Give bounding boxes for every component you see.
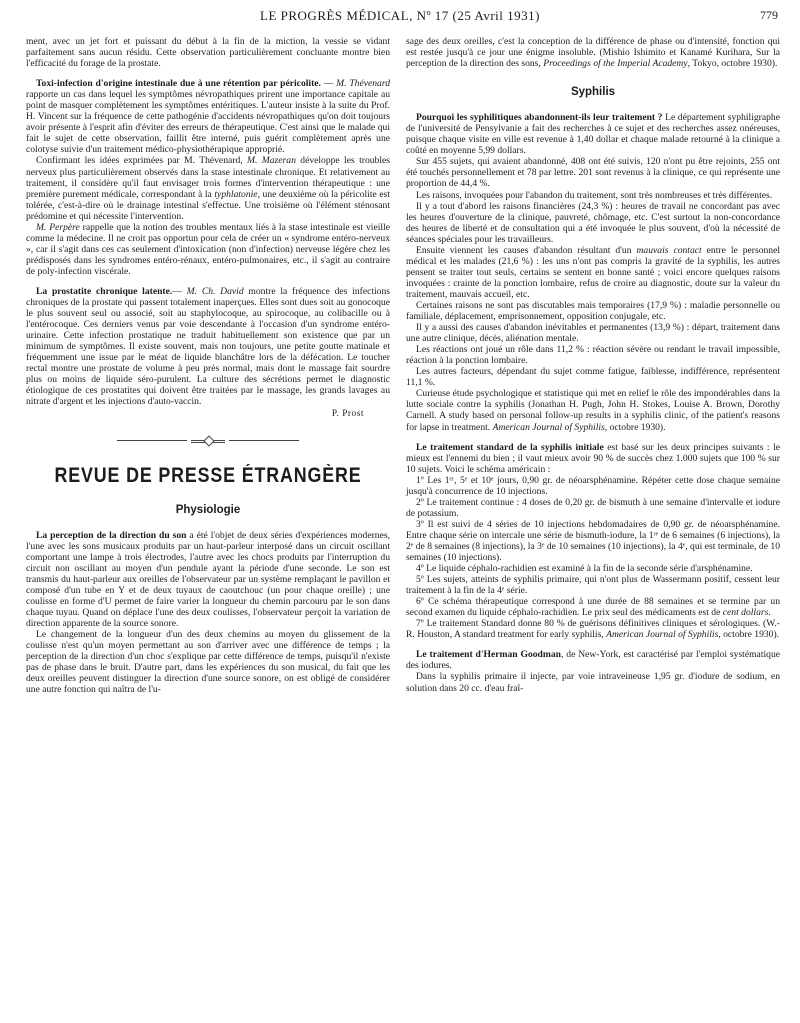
list-item: 3º Il est suivi de 4 séries de 10 injections hebdomadaires de 0,90 gr. de néoarsphénamine. Entre chaque série on intercale une série de bismuth-iodure, la 1ʳᵉ de 6 semaines (6 injections), la 2ᵉ de 8 semaines (8 injections), la 3ᵉ de 10 semaines (10 injections), la 4ᵉ, qui est terminale, de 10 semaines (10 injections). (406, 518, 780, 564)
subsection-title: Physiologie (175, 503, 241, 516)
ornament-divider (26, 438, 390, 444)
paragraph: Les autres facteurs, dépendant du sujet comme fatigue, faiblesse, indifférence, représentent 11,1 %. (406, 366, 780, 389)
abstract-goodman: Le traitement d'Herman Goodman, de New-York, est caractérisé par l'emploi systématique des iodures. (406, 649, 780, 672)
paragraph: Les réactions ont joué un rôle dans 11,2 % : réaction sévère ou rendant le travail impossible, réaction à la ponction lombaire. (406, 344, 780, 367)
abstract-traitement-standard: Le traitement standard de la syphilis initiale est basé sur les deux principes suivants : le mieux est l'ennemi du bien ; il vaut mieux avoir 90 % de succès chez 1.000 sujets que 100 % sur 10 sujets. Voici le schéma américain : (406, 441, 780, 475)
paragraph: Curieuse étude psychologique et statistique qui met en relief le rôle des impondérables dans la lutte sociale contre la syphilis (Jonathan H. Pugh, John H. Stokes, Louise A. Brown, Dorothy Carnell. A study based on personal follow-up results in a syphilis clinic, of the patient's reasons for lapse in treatment. American Journal of Syphilis, octobre 1930). (406, 388, 780, 433)
article-title: Toxi-infection d'origine intestinale due à une rétention par péricolite. (36, 78, 321, 90)
paragraph: Ensuite viennent les causes d'abandon résultant d'un mauvais contact entre le personnel médical et les malades (21,6 %) : les uns n'ont pas compris la gravité de la syphilis, les autres pensent se traiter tout seuls, certains se sentent en bonne santé ; voici encore quelques raisons invoquées : crainte de la ponction lombaire, refus de croire au diagnostic, doute sur la valeur du traitement, mauvais accueil, etc. (406, 244, 781, 300)
page-number: 779 (760, 8, 778, 22)
abstract-prostatite: La prostatite chronique latente.— M. Ch. David montre la fréquence des infections chroniques de la prostate qui passent totalement inaperçues. Elles sont dues soit au gonocoque le plus souvent seul ou associé, soit au staphylocoque, au spirocoque, au colibacille ou à l'entérocoque. Ces derniers venus par voie descendante à l'occasion d'un syndrome entéro-urinaire. Cette infection prostatique ne traduit habituellement son existence que par un minimum de symptômes. Il existe souvent, mais non toujours, une petite goutte matinale et fréquemment une issue par le méat de liquide blanchâtre lors de la défécation. Le toucher rectal montre une prostate de volume à peu près normal, mais dont le massage fait sourdre plus ou moins de liquide séro-purulent. La culture des sécrétions permet le diagnostic étiologique de ces prostatites qui doivent être traitées par le massage, les grands lavages au nitrate d'argent et les injections d'auto-vaccin. (26, 285, 391, 408)
list-item: 2º Le traitement continue : 4 doses de 0,20 gr. de bismuth à une semaine d'intervalle et iodure de potassium. (406, 496, 780, 519)
article-title: Le traitement standard de la syphilis initiale (416, 441, 604, 453)
abstract-abandon-traitement: Pourquoi les syphilitiques abandonnent-ils leur traitement ? Le département syphiligraphe de l'université de Pensylvanie a fait des recherches à ce sujet et des recherches assez onéreuses, puisque chaque visite en ville est revenue à 1,40 dollar et chaque malade retourné à la clinique a coûté en moyenne 5,99 dollars. (406, 112, 780, 157)
author: M. Mazeran (247, 155, 296, 167)
list-item: 5º Les sujets, atteints de syphilis primaire, qui n'ont plus de Wassermann positif, cessent leur traitement à la fin de la 4ᵉ série. (406, 574, 780, 597)
paragraph: Les raisons, invoquées pour l'abandon du traitement, sont très nombreuses et très différentes. (416, 189, 773, 201)
signature: P. Prost (331, 408, 364, 419)
paragraph: sage des deux oreilles, c'est la conception de la différence de phase ou d'intensité, fonction qui est restée jusqu'à ce jour une énigme insoluble. (Mishio Ishimito et Kanamé Kurihara, Sur la perception de la direction des sons, Proceedings of the Imperial Academy, Tokyo, octobre 1930). (406, 36, 780, 70)
abstract-perception: La perception de la direction du son a été l'objet de deux séries d'expériences modernes, l'une avec les sons musicaux produits par un haut-parleur interposé dans un circuit oscillant comportant une lampe à trois électrodes, l'autre avec les chocs produits par l'interruption du circuit non oscillant au moyen d'un pendule ayant la période d'une seconde. Le son est transmis du haut-parleur aux oreilles de l'observateur par un système remplaçant le pavillon et composé d'un tube en Y et de deux tuyaux de caoutchouc (un pour chaque oreille) ; une coulisse en forme d'U permet de faire varier la longueur du chemin parcouru par le son dans chaque tuyau. Quand on déplace l'une des deux coulisses, l'observateur perçoit la variation de direction apparente de la source sonore. (26, 529, 390, 630)
article-title: Pourquoi les syphilitiques abandonnent-ils leur traitement ? (416, 112, 663, 124)
journal-title: LE PROGRÈS MÉDICAL, Nº 17 (25 Avril 1931) (260, 8, 540, 23)
abstract-toxi-infection: Toxi-infection d'origine intestinale due à une rétention par péricolite. — M. Thévenard rapporte un cas dans lequel les symptômes névropathiques prirent une importance capitale au point de masquer complètement les symptômes entéritiques. L'auteur insiste à la suite du Prof. H. Vincent sur la fréquence de cette pathogénie d'accidents névropathiques qu'on doit toujours avoir présente à l'esprit afin d'éviter des erreurs de thérapeutique. C'est ainsi que le malade qui fait le sujet de cette observation, faillit être interné, puis guérit complètement après une colotyse suivie d'un traitement médico-physiothérapique approprié. (26, 78, 390, 156)
section-title: REVUE DE PRESSE ÉTRANGÈRE (54, 463, 362, 487)
running-head (0, 8, 800, 26)
subsection-title: Syphilis (570, 86, 616, 99)
article-title: La perception de la direction du son (36, 529, 187, 541)
source-citation: American Journal of Syphilis (606, 629, 719, 641)
paragraph: Sur 455 sujets, qui avaient abandonné, 408 ont été suivis, 120 n'ont pu être rejoints, 255 ont été touchés personnellement et 78 par lettre. 201 sont revenus à la clinique, ce qui représente une proportion de 44,4 %. (406, 156, 780, 190)
author: M. Thévenard (336, 78, 390, 90)
list-item: 4º Le liquide céphalo-rachidien est examiné à la fin de la seconde série d'arsphénamine. (416, 563, 753, 575)
paragraph-text: rapporte un cas dans lequel les symptômes névropathiques prirent une importance capitale au point de masquer complètement les symptômes entéritiques. L'auteur insiste à la suite du Prof. H. Vincent sur la fréquence de cette pathogénie d'accidents névropathiques qu'on doit toujours avoir présente à l'esprit afin d'éviter des erreurs de thérapeutique. C'est ainsi que le malade qui fait le sujet de cette observation, faillit être interné, puis guérit complètement après une colotyse suivie d'un traitement médico-physiothérapique approprié. (26, 89, 390, 156)
author: M. Ch. David (186, 285, 244, 297)
list-item: 1º Les 1ᵉʳ, 5ᵉ et 10ᵉ jours, 0,90 gr. de néoarsphénamine. Répéter cette dose chaque semaine jusqu'à concurrence de 10 injections. (406, 474, 780, 497)
paragraph: Certaines raisons ne sont pas discutables mais temporaires (17,9 %) : maladie personnelle ou familiale, déplacement, emprisonnement, opposition conjugale, etc. (406, 299, 780, 323)
source-citation: Proceedings of the Imperial Academy (543, 58, 688, 70)
article-title: Le traitement d'Herman Goodman (416, 649, 562, 661)
source-citation: American Journal of Syphilis (492, 421, 605, 433)
paragraph: Le changement de la longueur d'un des deux chemins au moyen du glissement de la coulisse n'est qu'un moyen permettant au son d'arriver avec une différence de temps ; la perception de la direction d'un choc s'explique par cette différence de temps, puisqu'il n'existe pas de phase dans le bruit. D'autre part, dans les expériences du son musical, du fait que les deux oreilles peuvent distinguer la direction d'une source sonore, on est obligé de considérer une autre fonction qui naîtra de l'u- (26, 629, 390, 696)
list-item: 6º Ce schéma thérapeutique correspond à une durée de 88 semaines et se termine par un second examen du liquide céphalo-rachidien. Le prix seul des médicaments est de cent dollars. (406, 596, 780, 619)
paragraph: M. Perpère rappelle que la notion des troubles mentaux liés à la stase intestinale est vieille comme la médecine. Il ne croit pas opportun pour cela de créer un « syndrome entéro-nerveux », car il s'agit dans ces cas seulement d'intoxication (non d'infection) nerveuse légère chez les prédisposés dans les syndromes entéro-rénaux, entéro-pulmonaires, etc., il s'agit au contraire de poly-infection viscérale. (26, 221, 390, 277)
paragraph: Confirmant les idées exprimées par M. Thévenard, M. Mazeran développe les troubles nerveux plus particulièrement observés dans la stase intestinale chronique. Et relativement au traitement, il considère qu'il faut envisager trois formes d'intervention thérapeutique : une première purement médicale, correspondant à la typhlatonie, une deuxième où la péricolite est tolérée, c'est-à-dire où le drainage intestinal s'effectue. Une troisième où l'élément sténosant prédomine et qui nécessite l'intervention. (26, 155, 391, 222)
paragraph: Il y a tout d'abord les raisons financières (24,3 %) : heures de travail ne concordant pas avec les heures d'ouverture de la clinique, pauvreté, chômage, etc. C'est surtout la non-concordance des heures de liberté et de consultation qui a été invoquée le plus souvent, d'où la nécessité de séances spéciales pour les travailleurs. (406, 200, 780, 245)
paragraph: Dans la syphilis primaire il injecte, par voie intraveineuse 1,95 gr. d'iodure de sodium, en solution dans 20 cc. d'eau fraî- (406, 671, 780, 694)
right-column (406, 36, 780, 694)
list-item: 7º Le traitement Standard donne 80 % de guérisons définitives cliniques et sérologiques. (W.-R. Houston, A standard treatment for early syphilis, American Journal of Syphilis, octobre 1930). (406, 618, 780, 641)
article-title: La prostatite chronique latente. (36, 285, 173, 297)
left-column (26, 36, 390, 695)
paragraph: Il y a aussi des causes d'abandon inévitables et permanentes (13,9 %) : départ, traitement dans une autre clinique, décès, aliénation mentale. (406, 322, 780, 345)
paragraph: ment, avec un jet fort et puissant du début à la fin de la miction, la vessie se vidant parfaitement sans aucun résidu. Cette observation particulièrement concluante montre bien l'efficacité du forage de la prostate. (26, 36, 390, 70)
author: M. Perpère (36, 221, 80, 233)
